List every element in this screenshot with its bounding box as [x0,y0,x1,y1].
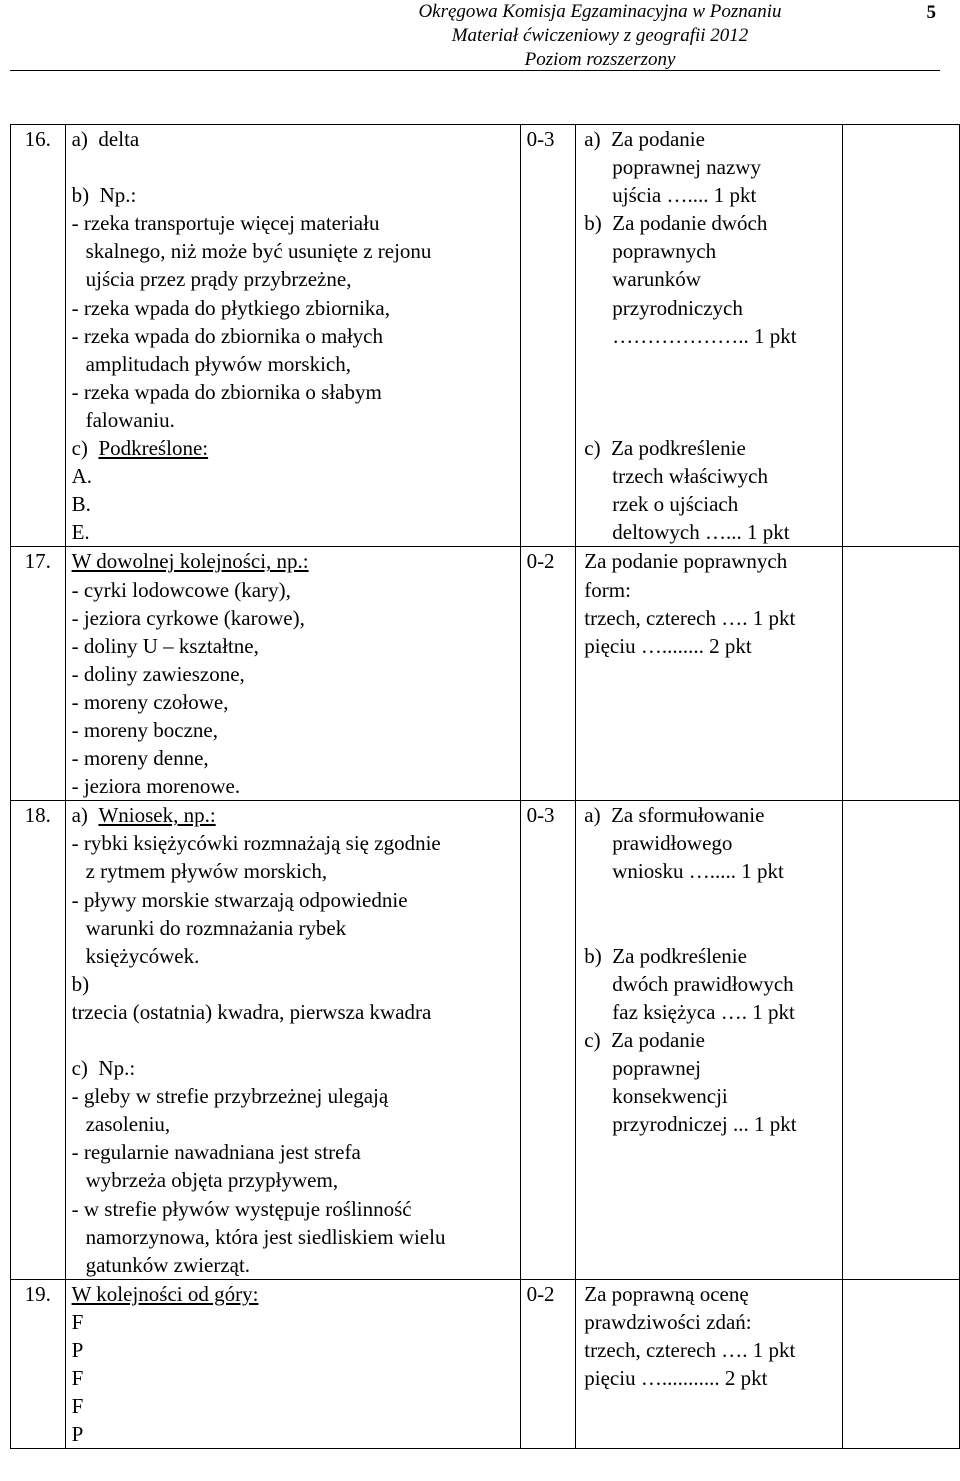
answer-line: ujścia przez prądy przybrzeżne, [85,267,352,292]
points-cell [520,1279,576,1449]
answer-line: a) Wniosek, np.: [71,803,216,828]
points-cell [520,125,576,547]
criteria-line: ……………….. 1 pkt [612,323,797,348]
criteria-line: poprawnej nazwy [612,155,761,180]
criteria-cell [576,801,842,1280]
criteria-line: Za podanie poprawnych [584,549,788,574]
remarks-cell [842,1279,959,1449]
answer-line: - doliny U – kształtne, [71,633,259,658]
points-range: 0-3 [526,127,555,151]
remarks-cell [842,801,959,1280]
answer-line: - rzeka wpada do zbiornika o słabym [71,379,382,404]
answer-line: E. [71,520,90,545]
answer-line: skalnego, niż może być usunięte z rejonu [85,239,432,264]
criteria-line: trzech, czterech …. 1 pkt [584,1338,796,1363]
criteria-line: poprawnej [612,1056,701,1081]
page-number: 5 [926,2,936,23]
table-row [11,801,960,1280]
criteria-line: przyrodniczej ... 1 pkt [612,1112,797,1137]
answer-line: amplitudach pływów morskich, [85,351,351,376]
task-number-cell [11,1279,66,1449]
answer-line: z rytmem pływów morskich, [85,859,328,884]
answer-line: - w strefie pływów występuje roślinność [71,1196,412,1221]
criteria-line: warunków [612,267,701,292]
answer-line: - moreny czołowe, [71,689,229,714]
task-number: 16. [24,127,51,151]
answer-line: - rybki księżycówki rozmnażają się zgodnie [71,831,441,856]
answer-line [72,153,520,181]
task-number-cell [11,125,66,547]
points-cell [520,801,576,1280]
answer-line: W dowolnej kolejności, np.: [71,549,309,574]
remarks-cell [842,547,959,801]
answer-line [72,1026,520,1054]
answer-line: F [71,1366,84,1391]
points-range: 0-3 [526,803,555,828]
answer-line: a) delta [71,127,140,151]
criteria-line [584,378,841,406]
answer-line: - cyrki lodowcowe (kary), [71,577,291,602]
criteria-cell [576,125,842,547]
points-range: 0-2 [526,1281,555,1306]
answer-cell [65,547,520,801]
answer-cell [65,801,520,1280]
answer-line: W kolejności od góry: [71,1281,259,1306]
task-number: 17. [24,549,51,574]
header-line-2: Materiał ćwiczeniowy z geografii 2012 [451,25,749,46]
answer-line: A. [71,464,93,489]
answer-line: warunki do rozmnażania rybek [85,915,347,940]
answer-line: - moreny boczne, [71,717,218,742]
criteria-line [584,914,841,942]
criteria-line: wniosku …..... 1 pkt [612,859,784,884]
criteria-line: c) Za podkreślenie [584,436,746,461]
answer-line: - rzeka wpada do płytkiego zbiornika, [71,295,390,320]
answer-line: księżycówek. [85,943,200,968]
answer-line: - pływy morskie stwarzają odpowiednie [71,887,408,912]
header-line-1: Okręgowa Komisja Egzaminacyjna w Poznaniu [418,1,782,22]
answer-line: falowaniu. [85,407,175,432]
criteria-line: pięciu …........ 2 pkt [584,633,752,658]
task-number-cell [11,801,66,1280]
criteria-line: faz księżyca …. 1 pkt [612,999,795,1024]
points-cell [520,547,576,801]
answer-line: - moreny denne, [71,746,209,771]
criteria-line [584,886,841,914]
task-number: 19. [24,1281,51,1306]
header-divider [10,70,940,71]
answer-line: - jeziora morenowe. [71,774,241,799]
answer-line: - rzeka wpada do zbiornika o małych [71,323,383,348]
task-number: 18. [24,803,51,828]
criteria-line: c) Za podanie [584,1028,705,1052]
answer-line: - doliny zawieszone, [71,661,245,686]
criteria-line: trzech, czterech …. 1 pkt [584,605,796,630]
answer-line: b) [71,971,90,996]
answer-line: trzecia (ostatnia) kwadra, pierwsza kwadra [71,999,432,1024]
answer-line: - gleby w strefie przybrzeżnej ulegają [71,1084,389,1109]
answer-line: gatunków zwierząt. [85,1252,251,1277]
answer-line: - jeziora cyrkowe (karowe), [71,605,305,630]
table-row [11,547,960,801]
answer-line: B. [71,492,91,517]
answer-line: F [71,1394,84,1419]
points-range: 0-2 [526,549,555,574]
answer-line: - regularnie nawadniana jest strefa [71,1140,361,1165]
criteria-line [584,406,841,434]
page-header [300,0,900,72]
answer-cell [65,1279,520,1449]
criteria-line: przyrodniczych [612,295,743,320]
criteria-cell [576,547,842,801]
table-row [11,1279,960,1449]
answer-line: - rzeka transportuje więcej materiału [71,211,380,236]
criteria-line [584,350,841,378]
header-line-3: Poziom rozszerzony [524,49,676,70]
criteria-line: b) Za podkreślenie [584,943,747,968]
criteria-line: dwóch prawidłowych [612,971,794,996]
answer-line: wybrzeża objęta przypływem, [85,1168,339,1193]
answer-line: P [71,1422,84,1447]
criteria-line: Za poprawną ocenę [584,1281,749,1306]
criteria-line: konsekwencji [612,1084,728,1109]
criteria-line: a) Za sformułowanie [584,803,765,828]
answer-line: c) Podkreślone: [71,436,209,461]
criteria-line: deltowych …... 1 pkt [612,520,790,545]
criteria-line: rzek o ujściach [612,492,739,517]
criteria-line: a) Za podanie [584,127,705,151]
criteria-line: form: [584,577,631,602]
answer-line: namorzynowa, która jest siedliskiem wielu [85,1224,446,1249]
criteria-line: b) Za podanie dwóch [584,211,768,236]
criteria-line: ujścia ….... 1 pkt [612,183,757,208]
answer-key-body [11,125,960,1449]
answer-line: F [71,1309,84,1334]
answer-line: b) Np.: [71,183,137,208]
answer-line: zasoleniu, [85,1112,171,1137]
criteria-line: pięciu …........... 2 pkt [584,1366,768,1391]
criteria-cell [576,1279,842,1449]
remarks-cell [842,125,959,547]
answer-line: c) Np.: [71,1056,136,1081]
answer-key-table [10,124,960,1449]
answer-cell [65,125,520,547]
criteria-line: prawidłowego [612,831,733,856]
table-row [11,125,960,547]
criteria-line: prawdziwości zdań: [584,1309,752,1334]
criteria-line: poprawnych [612,239,717,264]
criteria-line: trzech właściwych [612,464,768,489]
task-number-cell [11,547,66,801]
answer-line: P [71,1338,84,1363]
